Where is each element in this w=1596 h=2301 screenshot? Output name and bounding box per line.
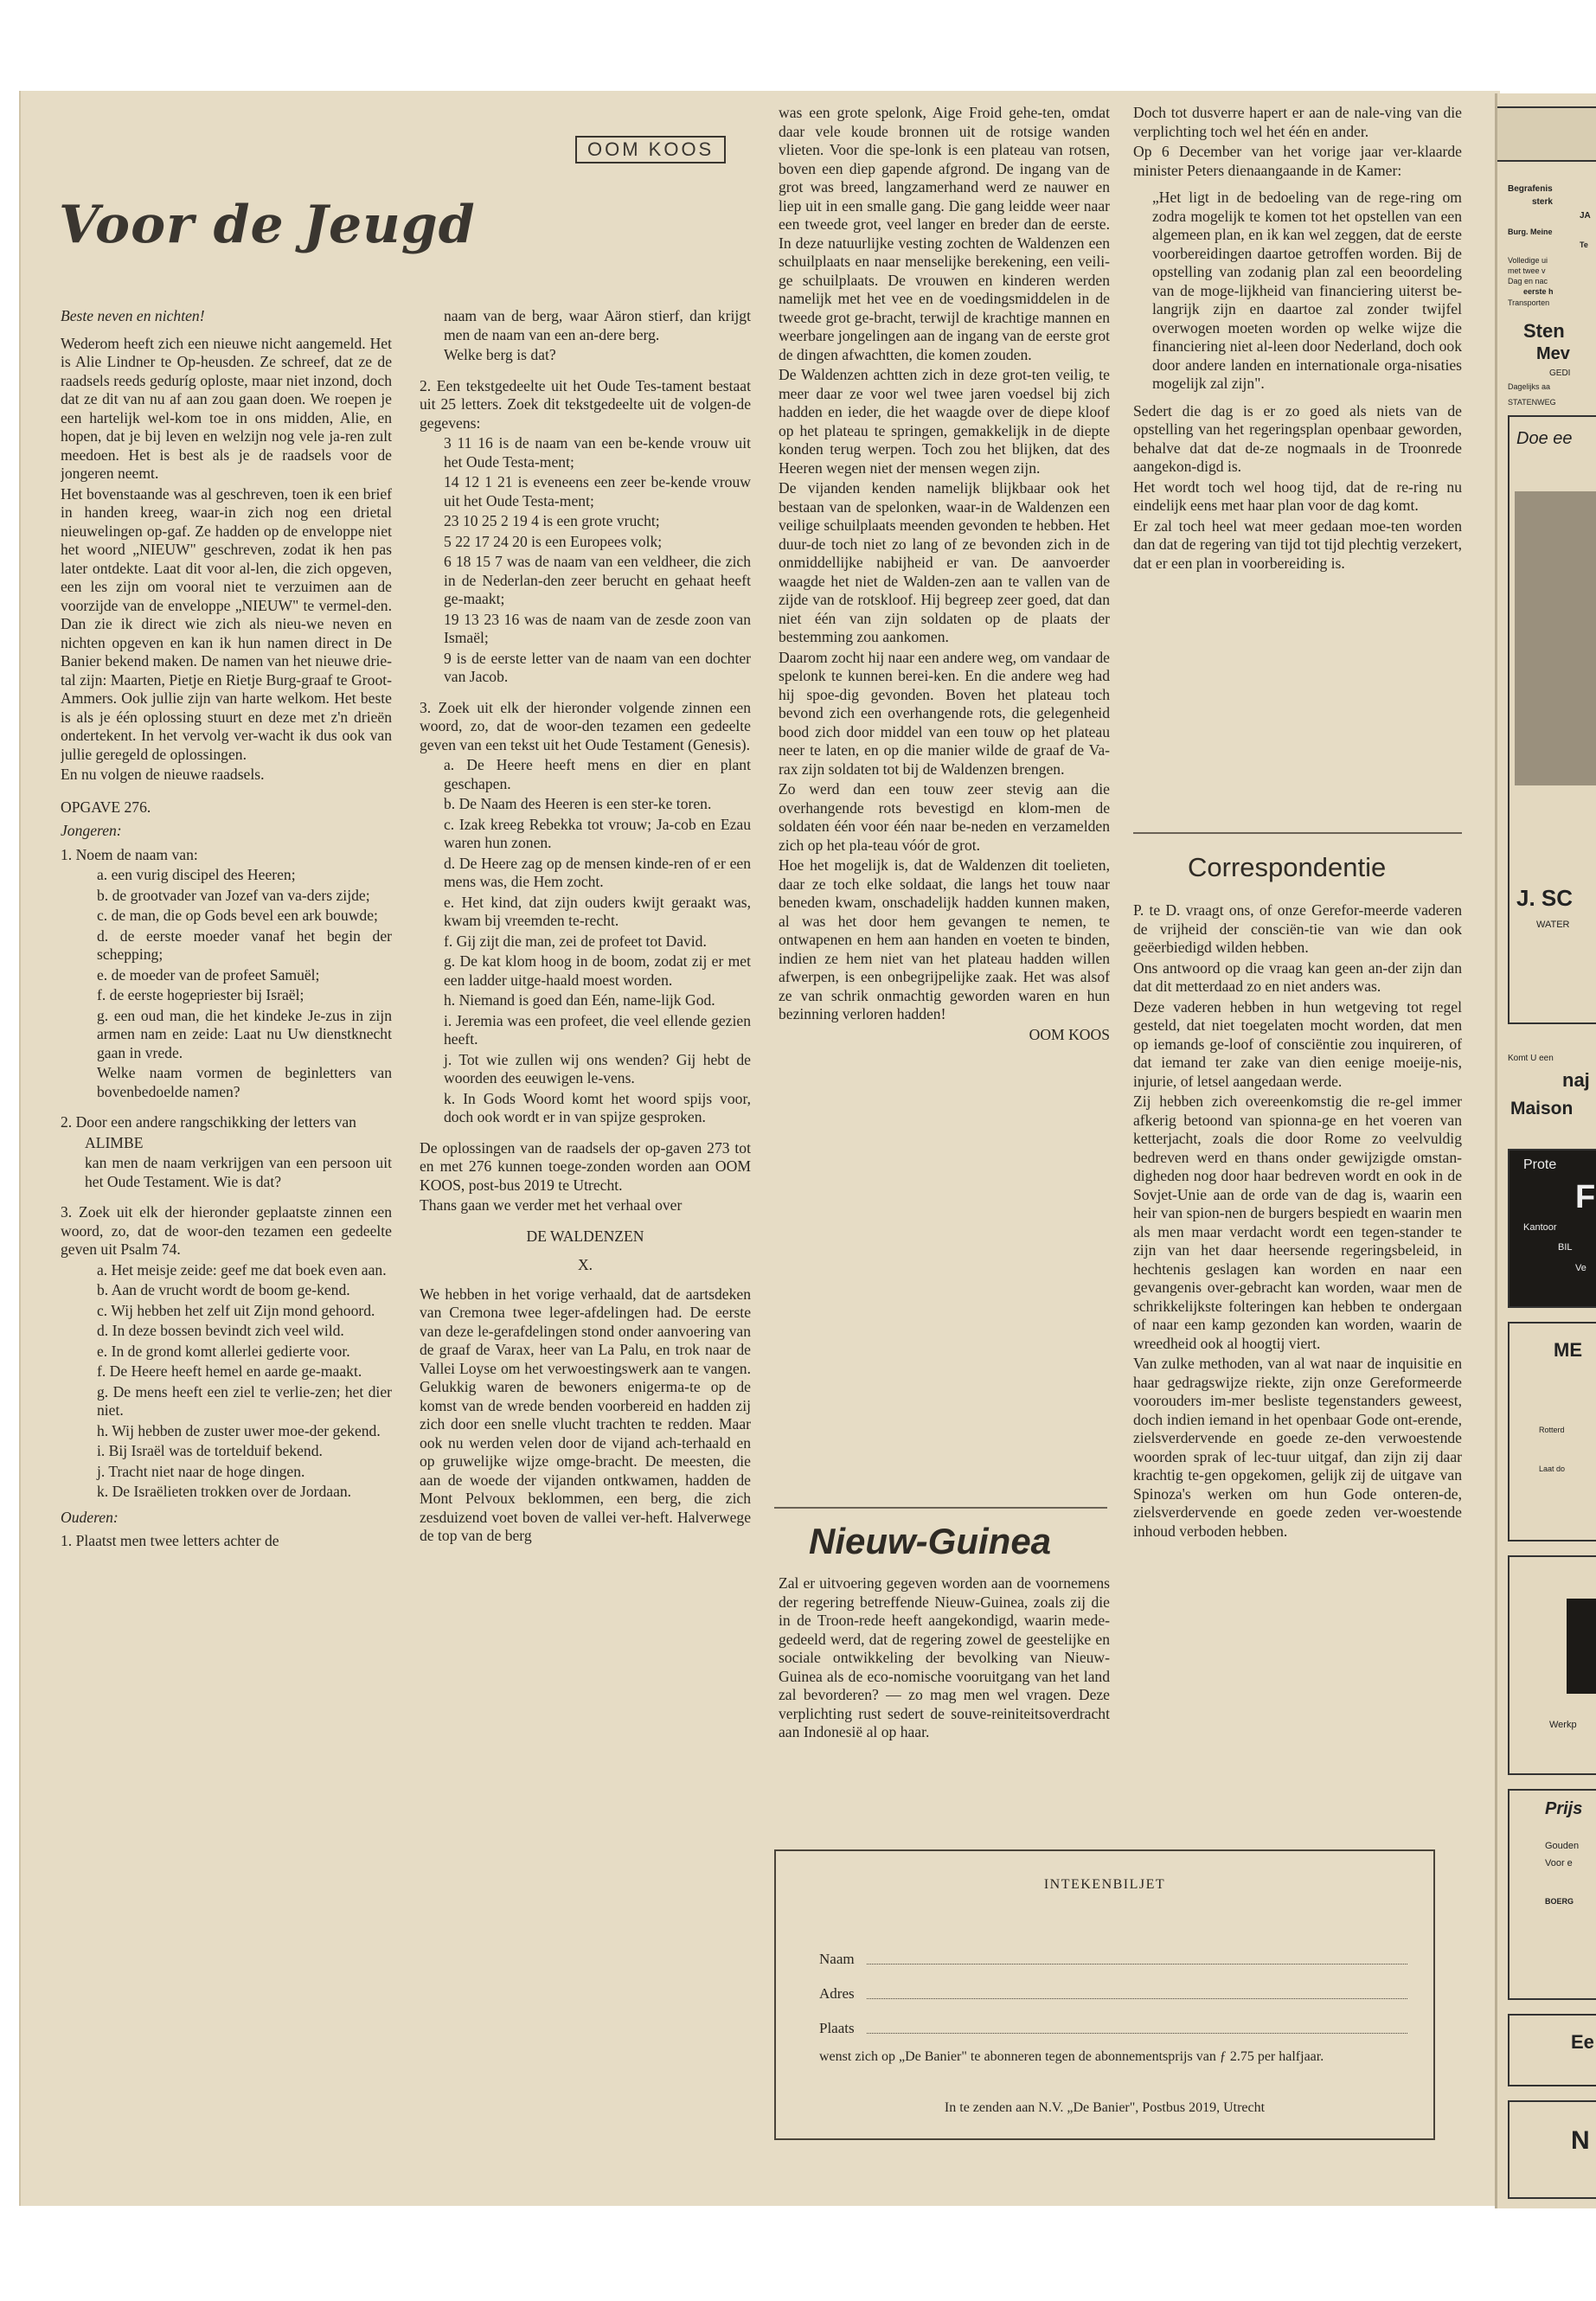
ad-text: Voor e [1545, 1858, 1573, 1868]
paragraph: Op 6 December van het vorige jaar ver-klaarde minister Peters dienaangaande in de Kamer: [1133, 143, 1462, 179]
column-1 [61, 307, 392, 2141]
oom-koos-box: OOM KOOS [575, 136, 726, 163]
list-item: k. De Israëlieten trokken over de Jordaan. [97, 1483, 352, 1500]
ad-text: WATER [1536, 920, 1570, 930]
list-item: f. Gij zijt die man, zei de profeet tot David. [444, 932, 707, 950]
paragraph: Wederom heeft zich een nieuwe nicht aangemeld. Het is Alie Lindner te Op-heusden. Ze schreef, dat ze de raadsels reeds geduríg oploste, maar niet inzond, doch dat ze dit van nu af aan zou gaan doen. We roepen je een hartelijk wel-kom toe in ons midden, Alie, en hopen, dat je bij leven en welzijn nog vele ja-ren zult meedoen. Het is best als je de raadsels voor de jongeren neemt. [61, 334, 392, 482]
list-item: a. een vurig discipel des Heeren; [97, 866, 296, 883]
paragraph: Daarom zocht hij naar een andere weg, om vandaar de spelonk te kunnen berei-ken. En die andere weg had hij spoe-dig gevonden. Boven het plateau toch bevond zich een overhangende rots, die gelegenheid bood zich door middel van een touw op het plateau neer te laten, en op die manier wilde de graaf de Va-rax zijn soldaten tot bij de Waldenzen brengen. [779, 648, 1110, 778]
correspondentie-title: Correspondentie [1188, 852, 1387, 882]
paragraph: Welke berg is dat? [444, 346, 556, 363]
ad-heading: N [1571, 2126, 1590, 2155]
question-2: 2. Door een andere rangschikking der letters van [61, 1113, 356, 1131]
ad-heading: Maison [1510, 1099, 1574, 1118]
logo-block [1567, 1599, 1596, 1694]
list-item: d. De Heere zag op de mensen kinde-ren of er een mens was, die Hem zocht. [444, 854, 751, 890]
ad-text: Komt U een [1508, 1054, 1554, 1063]
ad-text: Rotterd [1539, 1426, 1565, 1434]
ad-heading: naj [1562, 1069, 1590, 1091]
signature: OOM KOOS [1029, 1025, 1110, 1043]
ad-heading: Prote [1523, 1157, 1557, 1172]
list-item: b. Aan de vrucht wordt de boom ge-kend. [97, 1281, 350, 1298]
list-item: c. Wij hebben het zelf uit Zijn mond gehoord. [97, 1301, 375, 1319]
ad-text: GEDI [1549, 369, 1571, 378]
ad-text: Volledige ui [1508, 256, 1548, 265]
list-item: j. Tracht niet naar de hoge dingen. [97, 1462, 305, 1480]
coupon-title: INTEKENBILJET [1043, 1877, 1166, 1892]
paragraph: naam van de berg, waar Aäron stierf, dan krijgt men de naam van een an-dere berg. [444, 307, 751, 343]
ouderen-heading: Ouderen: [61, 1508, 119, 1526]
ad-text: Laat do [1539, 1465, 1566, 1473]
ad-heading: Mev [1536, 344, 1570, 363]
list-item: c. de man, die op Gods bevel een ark bouwde; [97, 907, 378, 924]
ad-text: JA [1580, 211, 1591, 221]
plaats-label: Plaats [819, 2020, 855, 2036]
question-text: Welke naam vormen de beginletters van bovenbedoelde namen? [97, 1064, 392, 1100]
column-3-lower [779, 1574, 1110, 1834]
ad-text: Dagelijks aa [1508, 382, 1551, 391]
story-number: X. [577, 1256, 593, 1273]
ad-heading: ME [1554, 1339, 1582, 1361]
list-item: 14 12 1 21 is eveneens een zeer be-kende vrouw uit het Oude Testa-ment; [444, 473, 751, 510]
jongeren-heading: Jongeren: [61, 822, 122, 839]
question-text: 1. Plaatst men twee letters achter de [61, 1532, 279, 1549]
ad-text: Ve [1575, 1263, 1586, 1273]
list-item: 3 11 16 is de naam van een be-kende vrouw uit het Oude Testa-ment; [444, 434, 751, 471]
list-item: d. In deze bossen bevindt zich veel wild. [97, 1322, 344, 1339]
column-2 [420, 307, 751, 2141]
question-3: 3. Zoek uit elk der hieronder volgende zinnen een woord, zo, dat de woor-den tezamen een gedeelte geven van een tekst uit het Oude Testament (Genesis). [420, 698, 751, 753]
list-item: 23 10 25 2 19 4 is een grote vrucht; [444, 512, 660, 529]
paragraph: Sedert die dag is er zo goed als niets van de opstelling van het regeringsplan openbaar geworden, behalve dat dat de-ze nogmaals in de Troonrede aangekon-digd is. [1133, 401, 1462, 475]
ad-text: Dag en nac [1508, 277, 1548, 285]
greeting: Beste neven en nichten! [61, 307, 205, 324]
ad-text: BIL [1558, 1242, 1573, 1253]
paragraph: De oplossingen van de raadsels der op-gaven 273 tot en met 276 kunnen toege-zonden worden aan OOM KOOS, post-bus 2019 te Utrecht. [420, 1138, 751, 1194]
list-item: j. Tot wie zullen wij ons wenden? Gij hebt de woorden des eeuwigen le-vens. [444, 1050, 751, 1086]
ad-text: sterk [1532, 197, 1553, 207]
paragraph: Het wordt toch wel hoog tijd, dat de re-ring nu eindelijk eens met haar plan voor de dag komt. [1133, 478, 1462, 514]
ad-box [1496, 106, 1596, 162]
list-item: d. de eerste moeder vanaf het begin der schepping; [97, 926, 392, 963]
anagram-word: ALIMBE [85, 1133, 144, 1151]
question-3: 3. Zoek uit elk der hieronder geplaatste zinnen een woord, zo, dat de woor-den tezamen een gedeelte geven uit Psalm 74. [61, 1203, 392, 1258]
coupon-footer: In te zenden aan N.V. „De Banier", Postbus 2019, Utrecht [944, 2100, 1266, 2115]
paragraph: Doch tot dusverre hapert er aan de nale-ving van die verplichting toch wel het één en ander. [1133, 104, 1462, 140]
subscription-coupon [774, 1849, 1435, 2140]
paragraph: We hebben in het vorige verhaald, dat de aartsdeken van Cremona twee leger-afdelingen had. De eerste van deze le-gerafdelingen stond onder aanvoering van de graaf de Varax, heer van La Palu, en trok naar de Vallei Loyse om het verwoestingswerk aan te vangen. Gelukkig waren de bewoners enigerma-te op de komst van de wrede benden voorbereid en hadden zij zich door een snelle vlucht trachten te redden. Maar ook nu werden velen door de vijand ach-terhaald en op gruwelijke wijze omge-bracht. De meesten, die aan de woede der vijanden ontkwamen, hadden de Mont Pelvoux beklommen, een berg, die zich zesduizend voet boven de vallei ver-heft. Halverwege de top van de berg [420, 1285, 751, 1544]
page-title: Voor de Jeugd [59, 195, 476, 255]
opgave-heading: OPGAVE 276. [61, 798, 151, 816]
divider [1133, 832, 1462, 834]
question-2: 2. Een tekstgedeelte uit het Oude Tes-tament bestaat uit 25 letters. Zoek dit tekstgedeelte uit de volgen-de gegevens: [420, 376, 751, 432]
paragraph: Ons antwoord op die vraag kan geen an-der zijn dan dat dit metterdaad zo en niet anders was. [1133, 958, 1462, 995]
paragraph: Er zal toch heel wat meer gedaan moe-ten worden dan dat de regering van tijd tot tijd plechtig verzekert, dat er een plan in voorbereiding is. [1133, 516, 1462, 572]
paragraph: Zij hebben zich overeenkomstig die re-gel immer afkerig betoond van spionna-ge en het voeren van ketterjacht, zoals die door Rome zo veelvuldig bedreven werd en thans onder gewijzigde omstan-digheden nog door haar bedreven wordt en ook in de Sovjet-Unie aan de orde van de dag is, waarin een heir van spion-nen de burgers bespiedt en waarin men als men maar verdacht wordt een tegen-stander te zijn van het daar heersende regeringsbeleid, in hechtenis geslagen kan worden en naar een gevangenis over-gebracht kan worden, waar men de schrikkelijkste folteringen kan hebben te ondergaan of naar een kamp gezonden kan worden, waarin de wreedheid ook al hoogtij viert. [1133, 1093, 1462, 1352]
paragraph: Het bovenstaande was al geschreven, toen ik een brief in handen kreeg, waar-in zich nog een drietal nieuwelingen op-gaf. Ze hadden op de enveloppe niet het woord „NIEUW" geschreven, zodat ik hen pas later ontdekte. Laat dit voor al-len, die zich opgeven, een les zijn om vooral niet te verzuimen aan de voorzijde van de enveloppe „NIEUW" te vermel-den. Dan zie ik direct wie zich als nieu-we neven en nichten opgeven en kan ik hun namen direct in De Banier bekend maken. De namen van het nieuwe drie-tal zijn: Maarten, Pietje en Rietje Burg-graaf te Groot-Ammers. Ook jullie zijn van harte welkom. Het beste is als je één oplossing stuurt en deze met z'n drieën ondertekent. In het vervolg ver-wacht ik dus ook van jullie geregeld de oplossingen. [61, 484, 392, 763]
list-item: k. In Gods Woord komt het woord spijs voor, doch ook wordt er in van spijze gesproken. [444, 1089, 751, 1125]
ad-text: met twee v [1508, 266, 1546, 275]
paragraph: En nu volgen de nieuwe raadsels. [61, 766, 265, 783]
paragraph: P. te D. vraagt ons, of onze Gerefor-meerde vaderen de vrijheid der consciën-tie van wie dan ook geëerbiedigd wilden hebben. [1133, 901, 1462, 956]
paragraph: De vijanden kenden namelijk blijkbaar ook het bestaan van de spelonken, waar-in de Waldenzen een veilige schuilplaats meenden gevonden te hebben. Het duur-de toch niet zo lang of ze bevonden zich in de onmiddellijke nabijheid er van. De aanvoerder waagde het niet de Walden-zen aan te vallen van de zijde van de rotskloof. Hij begreep zeer goed, dat dan niet één van zijn soldaten op de plaats der bestemming zou aankomen. [779, 479, 1110, 645]
list-item: g. een oud man, die het kindeke Je-zus in zijn armen nam en zeide: Laat nu Uw dienstknecht gaan in vrede. [97, 1006, 392, 1061]
list-item: f. De Heere heeft hemel en aarde ge-maakt. [97, 1362, 362, 1380]
nieuw-guinea-title: Nieuw-Guinea [809, 1521, 1052, 1561]
ad-heading: F [1575, 1179, 1596, 1215]
ad-text: BOERG [1545, 1897, 1574, 1906]
list-item: 6 18 15 7 was de naam van een veldheer, die zich in de Nederlan-den zeer berucht en gehaat heeft ge-maakt; [444, 553, 751, 607]
paragraph: Deze vaderen hebben in hun wetgeving tot regel gesteld, dat niet toegelaten mocht worden, dat men op iemands ge-loof of consciëntie zou inquireren, of dat iemand ter zake van dien eenige moeije-nis, injurie, of letsel aangedaan werde. [1133, 997, 1462, 1090]
naam-label: Naam [819, 1951, 855, 1967]
list-item: f. de eerste hogepriester bij Israël; [97, 986, 304, 1003]
question-text: kan men de naam verkrijgen van een persoon uit het Oude Testament. Wie is dat? [85, 1154, 392, 1190]
ad-heading: J. SC [1516, 885, 1574, 911]
ad-heading: Prijs [1545, 1799, 1583, 1818]
list-item: e. Het kind, dat zijn ouders kwijt geraakt was, kwam bij vreemden te-recht. [444, 893, 751, 929]
list-item: g. De mens heeft een ziel te verlie-zen; het dier niet. [97, 1382, 392, 1419]
ad-text: eerste h [1523, 287, 1554, 296]
naam-field[interactable] [867, 1964, 1407, 1965]
ad-text: Gouden [1545, 1841, 1580, 1851]
paragraph: Hoe het mogelijk is, dat de Waldenzen dit toelieten, daar ze toch elke soldaat, die langs het touw naar beneden kwam, onschadelijk hadden kunnen maken, al was het door hem gevangen te nemen, te ontwapenen en hem aan handen en voeten te binden, indien ze hem niet van het plateau hadden willen afwerpen, is een onbegrijpelijke zaak. Het was alsof ze van schrik onmachtig geworden waren en hun bezinning verloren hadden! [779, 856, 1110, 1022]
adres-label: Adres [819, 1985, 855, 2002]
list-item: h. Wij hebben de zuster uwer moe-der gekend. [97, 1421, 381, 1439]
column-4-lower [1133, 901, 1462, 1836]
quote: „Het ligt in de bedoeling van de rege-ring om zodra mogelijk te komen tot het opstellen van een algemeen plan, en ik kan wel zeggen, dat de eerste voorbereidingen daartoe getroffen worden. Bij de opstelling van zodanig plan zal een beoordeling van de moge-lijkheid van financiering uiterst be-langrijk zijn en daartoe zal zonder twijfel overwogen moeten worden op welke wijze die financiering niet al-leen door Nederland, doch ook door andere landen en internationale orga-nisaties mogelijk zal zijn". [1152, 189, 1462, 392]
ad-text: Werkp [1549, 1720, 1577, 1730]
list-item: i. Jeremia was een profeet, die veel ellende gezien heeft. [444, 1011, 751, 1048]
list-item: c. Izak kreeg Rebekka tot vrouw; Ja-cob en Ezau waren hun zonen. [444, 815, 751, 851]
list-item: g. De kat klom hoog in de boom, zodat zij er met een ladder uitge-haald moest worden. [444, 952, 751, 989]
column-3 [779, 104, 1110, 1479]
paragraph: was een grote spelonk, Aige Froid gehe-ten, omdat daar vele koude bronnen uit de rotsige wanden vlieten. Voor die spe-lonk is een plateau van rotsen, boven een diep gapende afgrond. De ingang van de grot was breed, langzamerhand werd ze nauwer en liep uit in een smalle gang. Die gang leidde weer naar een tweede grot, veel langer en breder dan de eerste. In deze natuurlijke vesting zochten de Waldenzen een schuilplaats en naar menselijke berekening, een veili-ge schuilplaats. De vrouwen en kinderen werden namelijk met het vee en de voedingsmiddelen in de tweede grot ge-bracht, terwijl de krachtige mannen en weerbare jongelingen aan de ingang van de eerste grot de dingen afwachtten, die komen zouden. [779, 104, 1110, 363]
ad-text: Burg. Meine [1508, 228, 1553, 236]
list-item: h. Niemand is goed dan Eén, name-lijk God. [444, 991, 715, 1009]
list-item: 19 13 23 16 was de naam van de zesde zoon van Ismaël; [444, 610, 751, 646]
list-item: a. De Heere heeft mens en dier en plant geschapen. [444, 756, 751, 792]
list-item: b. de grootvader van Jozef van va-ders zijde; [97, 886, 370, 904]
ad-heading: Doe ee [1516, 429, 1573, 448]
ad-heading: Sten [1523, 320, 1565, 342]
list-item: e. de moeder van de profeet Samuël; [97, 965, 320, 984]
ad-box [1508, 1789, 1596, 2000]
question-1: 1. Noem de naam van: [61, 845, 198, 863]
ad-text: Kantoor [1523, 1222, 1557, 1233]
paragraph: Zal er uitvoering gegeven worden aan de voornemens der regering betreffende Nieuw-Guinea, zoals zij die in de Troon-rede heeft aangekondigd, waarin mede-gedeeld werd, dat de regering zowel de geestelijke en sociale ontwikkeling der bevolking van Nieuw-Guinea als de eco-nomische vooruitgang van het land zal bevorderen? — zo mag men wel vragen. Deze verplichting rust sedert de souve-reiniteitsoverdracht aan Indonesië al op haar. [779, 1574, 1110, 1740]
paragraph: Van zulke methoden, van al wat naar de inquisitie en haar gedragswijze riekte, zijn onze Gereformeerde voorouders im-mer besliste tegenstanders geweest, doch indien iemand in het openbaar Gode ont-erende, zielsverdervende en goede ze-den verwoestende woorden sprak of lec-tuur uitgaf, dan zijn zij daar krachtig te-gen opgekomen, gelijk zij de uitgave van Spinoza's werken om hun Gode onteren-de, zielsverdervende en goede zeden ver-woestende inhoud verboden hebben. [1133, 1355, 1462, 1540]
list-item: 5 22 17 24 20 is een Europees volk; [444, 532, 663, 550]
ad-text: Begrafenis [1508, 184, 1553, 194]
adjacent-page [1495, 93, 1596, 2208]
paragraph: De Waldenzen achtten zich in deze grot-ten veilig, te meer daar ze voor wel twee jaren voedsel bij zich hadden en ieder, die het waagde over de diepe kloof op het plateau te springen, gemakkelijk in de diepte konden terug werpen. Toch zou het blijken, dat des Heeren wegen niet der mensen wegen zijn. [779, 366, 1110, 477]
list-item: i. Bij Israël was de tortelduif bekend. [97, 1442, 323, 1459]
ad-text: STATENWEG [1508, 398, 1556, 407]
list-item: b. De Naam des Heeren is een ster-ke toren. [444, 795, 712, 812]
adres-field[interactable] [867, 1998, 1407, 1999]
ad-heading: Ee [1571, 2031, 1594, 2053]
stove-illustration [1515, 491, 1596, 785]
list-item: 9 is de eerste letter van de naam van een dochter van Jacob. [444, 649, 751, 685]
paragraph: Thans gaan we verder met het verhaal over [420, 1196, 683, 1214]
coupon-text: wenst zich op „De Banier" te abonneren tegen de abonnementsprijs van ƒ 2.75 per halfjaar. [819, 2049, 1324, 2064]
paragraph: Zo werd dan een touw zeer stevig aan die overhangende rots bevestigd en klom-men de soldaten één voor één naar be-neden en verzamelden zich op het pla-teau vóór de grot. [779, 780, 1110, 854]
list-item: a. Het meisje zeide: geef me dat boek even aan. [97, 1260, 387, 1279]
ad-text: Transporten [1508, 298, 1550, 307]
plaats-field[interactable] [867, 2033, 1407, 2034]
story-title: DE WALDENZEN [526, 1227, 644, 1245]
ad-text: Te [1580, 240, 1588, 249]
list-item: e. In de grond komt allerlei gedierte voor. [97, 1342, 350, 1360]
divider [774, 1507, 1107, 1509]
